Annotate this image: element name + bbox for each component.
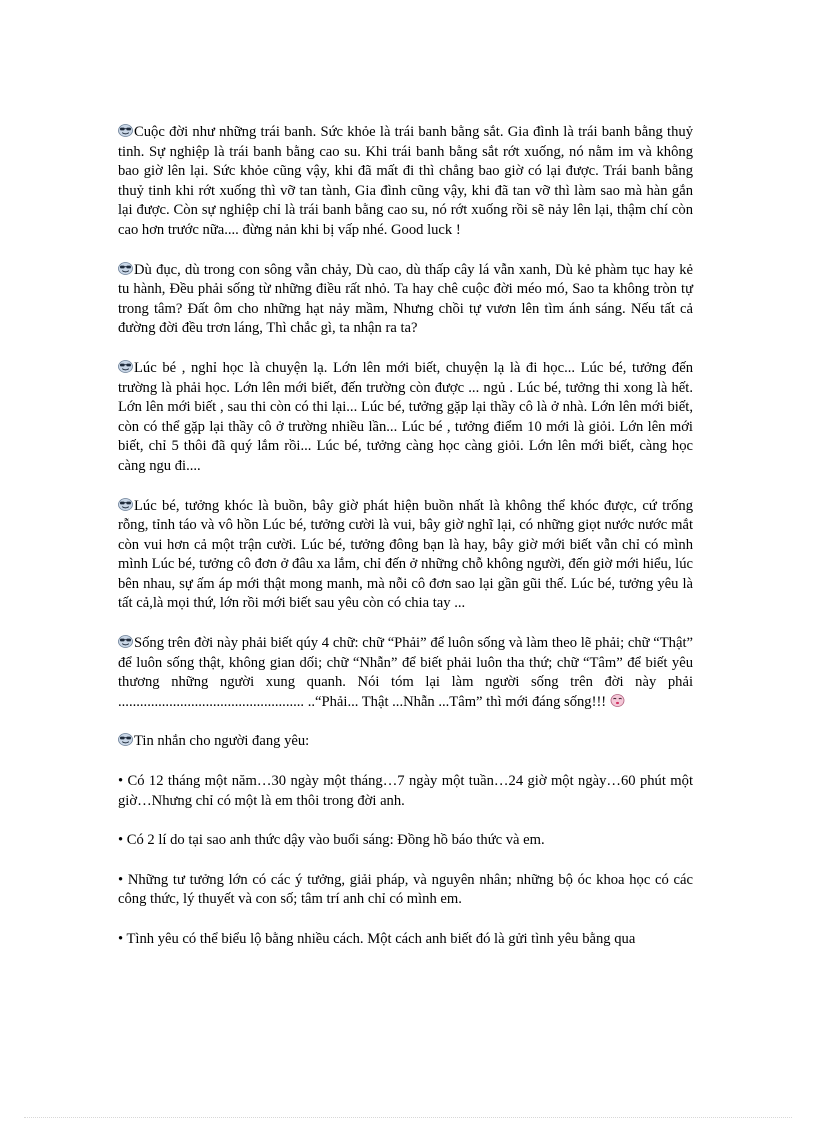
bullet-item: [118, 772, 693, 811]
paragraph-text: Lúc bé, tưởng khóc là buồn, bây giờ phát hiện buồn nhất là không thể khóc được, cứ trống rỗng, tỉnh táo và vô hồn Lúc bé, tưởng cười là vui, bây giờ nghĩ lại, có những giọt nước nước mắt còn vui hơn cả một trận cười. Lúc bé, tưởng đông bạn là hay, bây giờ mới biết vẫn chỉ có mình mình Lúc bé, tưởng cô đơn ở đâu xa lắm, chỉ đến ở những chỗ không người, đến giờ mới hiểu, lúc bên nhau, sự ấm áp mới thật mong manh, mà nỗi cô đơn sao lại gần gũi thế. Lúc bé, tưởng yêu là tất cả,là mọi thứ, lớn rồi mới biết sau yêu còn có chia tay ...: [118, 497, 693, 612]
page-bottom-divider: [24, 1117, 792, 1118]
cool-smiley-icon: [118, 124, 133, 137]
cool-smiley-icon: [118, 262, 133, 275]
paragraph-text: • Những tư tưởng lớn có các ý tưởng, giải pháp, và nguyên nhân; những bộ óc khoa học có các công thức, lý thuyết và con số; tâm trí anh chỉ có mình em.: [118, 871, 693, 908]
paragraph-5: [118, 634, 693, 712]
paragraph-text: • Có 2 lí do tại sao anh thức dậy vào buổi sáng: Đồng hồ báo thức và em.: [118, 832, 545, 849]
paragraph-text: • Có 12 tháng một năm…30 ngày một tháng…7 ngày một tuần…24 giờ một ngày…60 phút một giờ…Nhưng chỉ có một là em thôi trong đời anh.: [118, 773, 693, 809]
cool-smiley-icon: [118, 498, 133, 511]
bullet-item: [118, 930, 693, 950]
paragraph-3: [118, 359, 693, 477]
cool-smiley-icon: [118, 360, 133, 373]
kiss-smiley-icon: [610, 694, 625, 707]
bullet-item: [118, 831, 693, 851]
paragraph-2: [118, 261, 693, 339]
paragraph-1: [118, 123, 693, 241]
paragraph-text: Sống trên đời này phải biết qúy 4 chữ: chữ “Phải” để luôn sống và làm theo lẽ phải; chữ “Thật” để luôn sống thật, không gian dối; chữ “Nhẫn” để biết phải luôn tha thứ; chữ “Tâm” để biết yêu thương những người xung quanh. Nói tóm lại làm người sống trên đời này phải ................................................... ..“Phải... Thật ...Nhẫn ...Tâm” thì mới đáng sống!!!: [118, 635, 693, 710]
paragraph-4: [118, 497, 693, 615]
cool-smiley-icon: [118, 635, 133, 648]
paragraph-text: Tin nhắn cho người đang yêu:: [134, 733, 310, 750]
paragraph-text: • Tình yêu có thể biểu lộ bằng nhiều cách. Một cách anh biết đó là gửi tình yêu bằng qua: [118, 931, 636, 947]
cool-smiley-icon: [118, 733, 133, 746]
paragraph-text: Cuộc đời như những trái banh. Sức khỏe là trái banh bằng sắt. Gia đình là trái banh bằng thuỷ tinh. Sự nghiệp là trái banh bằng cao su. Khi trái banh bằng sắt rớt xuống, nó nằm im và không bao giờ lên lại. Sức khỏe cũng vậy, khi đã mất đi thì chẳng bao giờ có lại được. Trái banh bằng thuỷ tinh khi rớt xuống thì vỡ tan tành, Gia đình cũng vậy, khi đã tan vỡ thì làm sao mà hàn gắn lại được. Còn sự nghiệp chỉ là trái banh bằng cao su, nó rớt xuống rồi sẽ nảy lên lại, thậm chí còn cao hơn trước nữa.... đừng nản khi bị vấp nhé. Good luck !: [118, 124, 693, 238]
paragraph-6: [118, 732, 693, 752]
paragraph-text: Dù đục, dù trong con sông vẫn chảy, Dù cao, dù thấp cây lá vẫn xanh, Dù kẻ phàm tục hay kẻ tu hành, Đều phải sống từ những điều rất nhỏ. Ta hay chê cuộc đời méo mó, Sao ta không tròn tự trong tâm? Đất ôm cho những hạt nảy mầm, Nhưng chồi tự vươn lên tìm ánh sáng. Nếu tất cả đường đời đều trơn láng, Thì chắc gì, ta nhận ra ta?: [118, 261, 693, 337]
document-body: [118, 123, 693, 970]
paragraph-text: Lúc bé , nghỉ học là chuyện lạ. Lớn lên mới biết, chuyện lạ là đi học... Lúc bé, tưởng đến trường là phải học. Lớn lên mới biết, đến trường còn được ... ngủ . Lúc bé, tưởng thi xong là hết. Lớn lên mới biết , sau thi còn có thi lại... Lúc bé, tưởng gặp lại thầy cô là ở nhà. Lớn lên mới biết, còn có thể gặp lại thầy cô ở trường nhiều lần... Lúc bé , tưởng điểm 10 mới là giỏi. Lớn lên mới biết, chỉ 5 thôi đã quý lắm rồi... Lúc bé, tưởng càng học càng giỏi. Lớn lên mới biết, càng học càng ngu đi....: [118, 359, 693, 474]
bullet-item: [118, 871, 693, 910]
